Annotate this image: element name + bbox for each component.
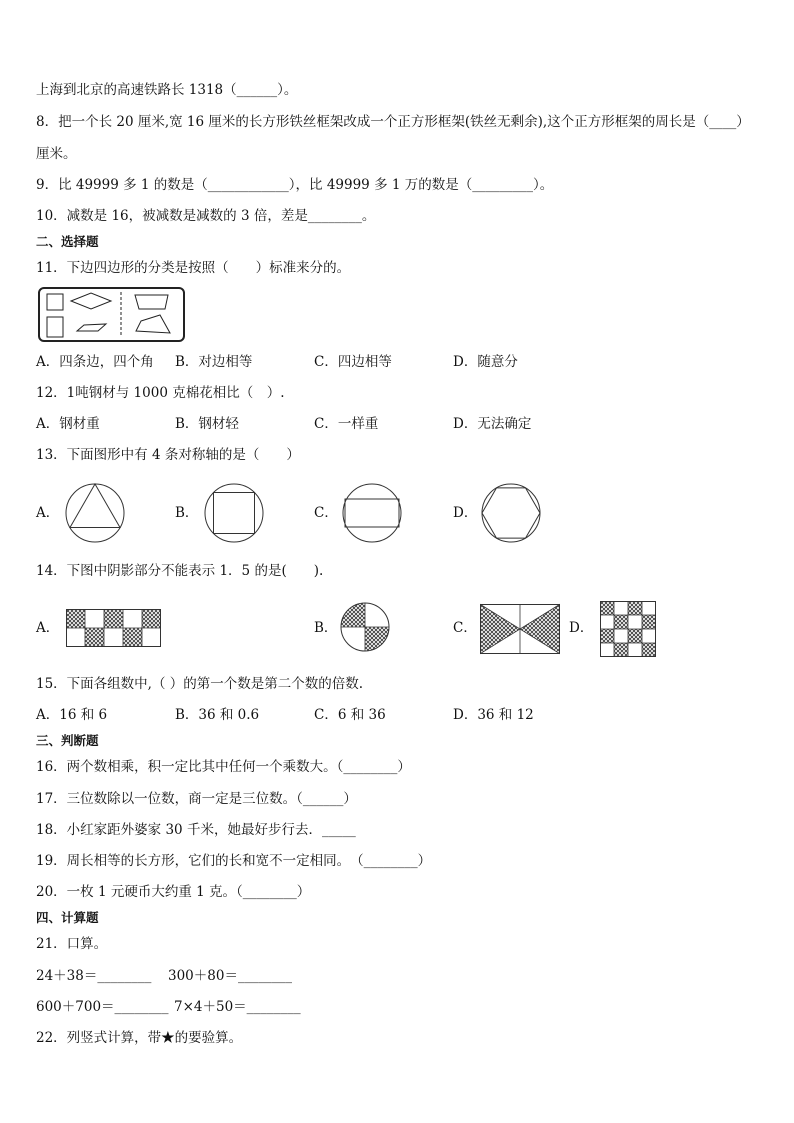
quadrilateral-classification-figure (38, 287, 186, 343)
question-7-tail: 上海到北京的高速铁路长 1318（______）。 (36, 82, 298, 98)
q11-option-d: D．随意分 (453, 354, 518, 370)
q12-option-a: A．钢材重 (36, 416, 100, 432)
circle-with-square-figure (203, 482, 265, 544)
question-8-tail: 厘米。 (36, 146, 77, 162)
question-17: 17．三位数除以一位数，商一定是三位数。（______） (36, 791, 357, 807)
q15-option-d: D．36 和 12 (453, 707, 534, 723)
question-9: 9．比 49999 多 1 的数是（____________），比 49999 多 1 万的数是（_________）。 (36, 177, 554, 193)
circle-with-hexagon-figure (480, 482, 542, 544)
question-15: 15．下面各组数中,（ ）的第一个数是第二个数的倍数. (36, 676, 364, 692)
question-20: 20．一枚 1 元硬币大约重 1 克。（________） (36, 884, 311, 900)
question-8: 8．把一个长 20 厘米,宽 16 厘米的长方形铁丝框架改成一个正方形框架(铁丝无剩余),这个正方形框架的周长是（____） (36, 114, 750, 130)
shaded-circle-figure-b (340, 602, 390, 652)
q13-label-a: A． (36, 505, 60, 521)
question-14: 14．下图中阴影部分不能表示 1．5 的是( ). (36, 563, 324, 579)
section-heading-true-false: 三、判断题 (36, 733, 99, 748)
question-22: 22．列竖式计算，带★的要验算。 (36, 1030, 243, 1046)
q14-label-a: A． (36, 620, 60, 636)
q11-option-b: B．对边相等 (175, 354, 253, 370)
q12-option-b: B．钢材轻 (175, 416, 239, 432)
calc-1a: 24＋38＝________ (36, 968, 152, 984)
calc-2a: 600＋700＝________ (36, 999, 169, 1015)
q14-label-c: C． (453, 620, 477, 636)
question-18: 18．小红家距外婆家 30 千米，她最好步行去．_____ (36, 822, 356, 838)
circle-with-triangle-figure (64, 482, 126, 544)
section-heading-calculation: 四、计算题 (36, 910, 99, 925)
q13-label-b: B． (175, 505, 199, 521)
q12-option-d: D．无法确定 (453, 416, 532, 432)
q13-label-d: D． (453, 505, 478, 521)
question-16: 16．两个数相乘，积一定比其中任何一个乘数大。（________） (36, 759, 411, 775)
section-heading-choice: 二、选择题 (36, 234, 99, 249)
shaded-rectangle-triangles-figure-c (480, 604, 560, 654)
q13-label-c: C． (314, 505, 338, 521)
question-19: 19．周长相等的长方形，它们的长和宽不一定相同。 （________） (36, 853, 432, 869)
q15-option-b: B．36 和 0.6 (175, 707, 260, 723)
q14-label-d: D． (569, 620, 594, 636)
q12-option-c: C．一样重 (314, 416, 379, 432)
q14-label-b: B． (314, 620, 338, 636)
question-11: 11．下边四边形的分类是按照（ ）标准来分的。 (36, 260, 351, 276)
question-12: 12．1吨钢材与 1000 克棉花相比（ ）. (36, 385, 285, 401)
shaded-grid-figure-a (66, 609, 162, 647)
q11-option-a: A．四条边，四个角 (36, 354, 154, 370)
question-13: 13．下面图形中有 4 条对称轴的是（ ） (36, 447, 300, 463)
question-10: 10．减数是 16，被减数是减数的 3 倍，差是________。 (36, 208, 376, 224)
q15-option-c: C．6 和 36 (314, 707, 386, 723)
q11-option-c: C．四边相等 (314, 354, 392, 370)
circle-with-rectangle-figure (341, 482, 403, 544)
calc-2b: 7×4＋50＝________ (174, 999, 301, 1015)
calc-1b: 300＋80＝________ (168, 968, 292, 984)
question-21: 21．口算。 (36, 936, 108, 952)
shaded-grid-figure-d (600, 601, 656, 657)
q15-option-a: A．16 和 6 (36, 707, 108, 723)
